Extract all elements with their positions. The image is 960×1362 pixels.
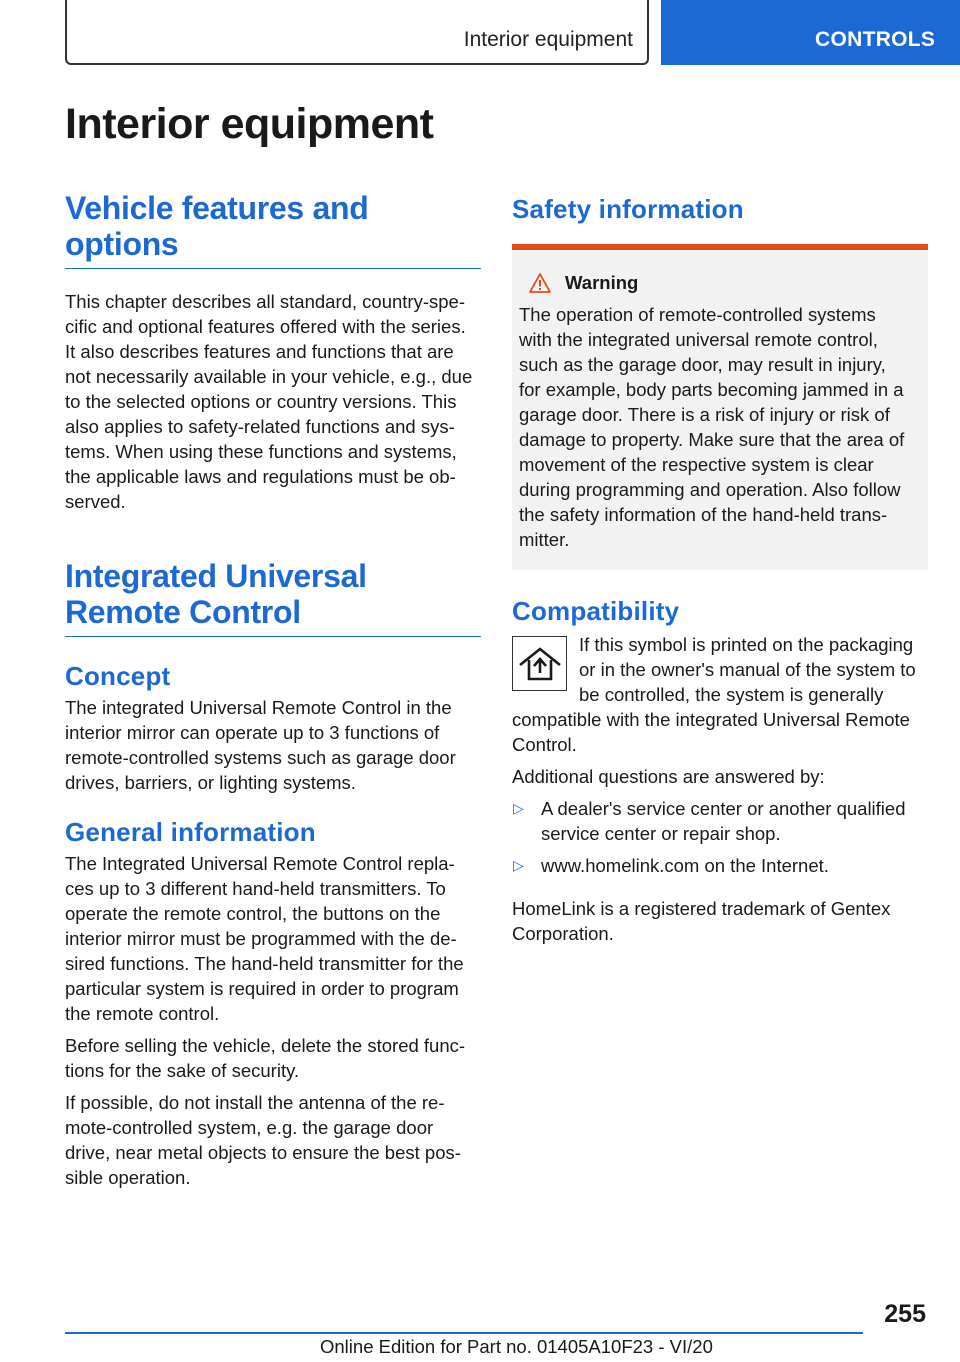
footer-divider	[65, 1332, 863, 1334]
page-title: Interior equipment	[65, 100, 434, 148]
warning-title: Warning	[529, 272, 920, 294]
chapter-tab[interactable]: CONTROLS	[661, 0, 960, 65]
concept-paragraph: The integrated Universal Remote Control in the interior mirror can operate up to 3 functions of remote-controlled systems such as garage door drives, barriers, or lighting systems.	[65, 697, 456, 793]
heading-vehicle-features: Vehicle features and options	[65, 190, 481, 269]
warning-text: The operation of remote-controlled systems with the integrated universal remote control, such as the garage door, may result in injury, for example, body parts becoming jammed in a garage door. There is a risk of injury or risk of damage to property. Make sure that the area of movement of the respective system is clear during programming and operation. Also follow the safety information of the hand-held trans- mitter.	[519, 304, 905, 550]
header-section-title: Interior equipment	[463, 28, 633, 51]
heading-general-information: General information	[65, 817, 316, 847]
general-paragraph-3: If possible, do not install the antenna of the re- mote-controlled system, e.g. the garage door drive, near metal objects to ensure the best pos- sible operation.	[65, 1092, 461, 1188]
heading-integrated-universal-remote-control: Integrated Universal Remote Control	[65, 558, 481, 637]
heading-concept: Concept	[65, 661, 171, 691]
warning-box	[512, 244, 928, 570]
triangle-bullet-icon: ▷	[513, 857, 524, 873]
triangle-bullet-icon: ▷	[513, 800, 524, 816]
general-paragraph-1: The Integrated Universal Remote Control repla- ces up to 3 different hand-held transmitters. To operate the remote control, the buttons on the interior mirror must be programmed with the de- sired functions. The hand-held transmitter for the particular system is required in order to program the remote control.	[65, 853, 464, 1024]
general-paragraph-2: Before selling the vehicle, delete the stored func- tions for the sake of security.	[65, 1035, 466, 1081]
list-item	[512, 853, 928, 878]
vehicle-features-paragraph: This chapter describes all standard, country-spe- cific and optional features offered with the series. It also describes features and functions that are not necessarily available in your vehicle, e.g., due to the selected options or country versions. This also applies to safety-related functions and sys- tems. When using these functions and systems, the applicable laws and regulations must be ob- served.	[65, 291, 473, 512]
list-item: ▷ A dealer's service center or another qualified service center or repair shop.	[513, 798, 906, 844]
header-section-box	[65, 0, 649, 65]
additional-questions-text: Additional questions are answered by:	[512, 766, 825, 787]
contact-list	[512, 796, 928, 878]
heading-compatibility: Compatibility	[512, 596, 680, 626]
left-column	[65, 190, 481, 1190]
heading-safety-information: Safety information	[512, 194, 744, 224]
page-number: 255	[884, 1300, 926, 1328]
footer-edition: Online Edition for Part no. 01405A10F23 - VI/20	[320, 1336, 713, 1357]
trademark-notice: HomeLink is a registered trademark of Gentex Corporation.	[512, 898, 891, 944]
compatibility-paragraph: If this symbol is printed on the packaging or in the owner's manual of the system to be controlled, the system is generally compatible with the integrated Universal Remote Control.	[512, 634, 916, 755]
homelink-link[interactable]: www.homelink.com on the Internet.	[541, 855, 829, 876]
right-column	[512, 190, 928, 946]
home-symbol-icon	[512, 636, 567, 691]
warning-triangle-icon	[529, 273, 551, 293]
